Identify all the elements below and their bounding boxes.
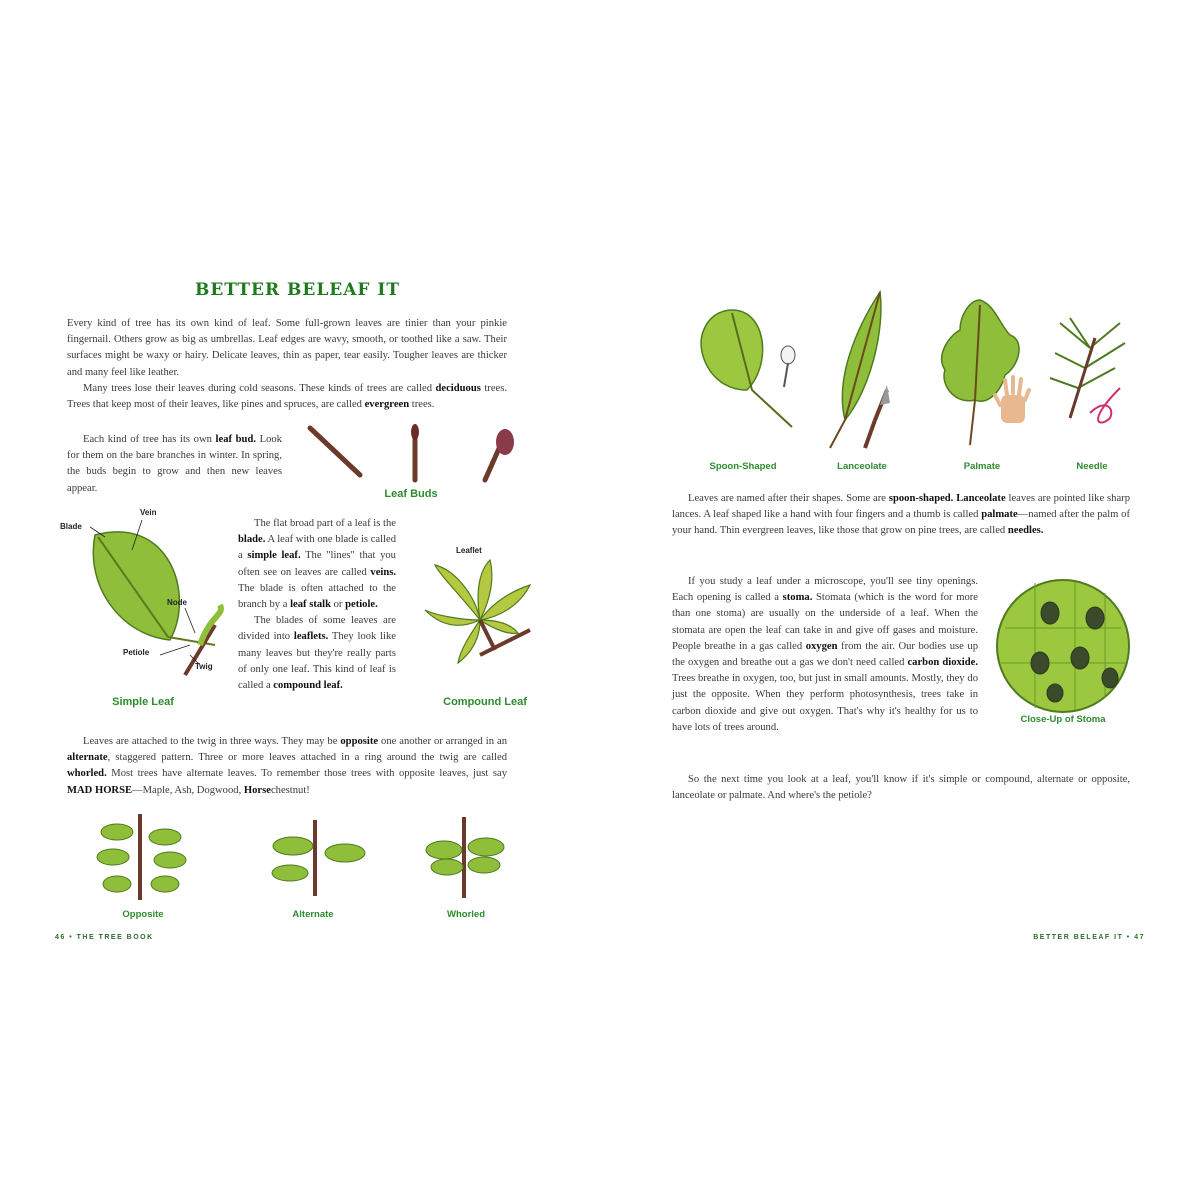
text-run: A leaf with one blade is called a [238,534,396,562]
bold-term: leaf stalk [290,599,331,611]
text-run: trees. [409,399,435,411]
caption-palmate: Palmate [963,461,1001,472]
caption-alternate: Alternate [292,909,334,920]
text-run: —named after the palm of your hand. Thin evergreen leaves, like those that grow on pine trees, are called [672,509,1130,537]
caption-opposite: Opposite [122,909,164,920]
bold-term: palmate [981,509,1018,521]
caption-needle: Needle [1076,461,1108,472]
page-title: BETTER BELEAF IT [194,280,401,300]
intro-text [67,316,507,413]
paragraph [238,516,396,613]
text-run: The "lines" that you often see on leaves are called [238,550,396,578]
paragraph [67,381,507,413]
paragraph [672,491,1130,540]
bold-term: needles. [1007,525,1044,537]
caption-spoon-shaped: Spoon-Shaped [709,461,777,472]
text-run: chestnut! [270,784,310,796]
arrangement-text [67,734,507,799]
bold-term: deciduous [435,382,481,394]
compound-leaf-caption: Compound Leaf [443,696,527,708]
node-label: Node [167,598,187,607]
text-run: or [330,599,346,611]
blade-label: Blade [60,522,82,531]
bold-term: compound leaf. [273,680,343,692]
bold-term: simple leaf. [247,550,301,562]
bold-term: stoma. [782,592,813,604]
vein-label: Vein [140,508,157,517]
text-run: The blades of some leaves are divided into [238,615,396,643]
bold-term: carbon dioxide. [907,657,978,669]
paragraph [67,734,507,799]
stoma-text [672,574,978,736]
bold-term: spoon-shaped. [888,493,954,504]
paragraph [67,432,282,497]
compound-leaf-illustration [420,555,540,690]
bold-term: evergreen [364,399,410,411]
bold-term: petiole. [345,599,378,611]
leaf-buds-caption: Leaf Buds [384,488,438,500]
spoon-shaped-leaf-illustration [692,305,802,430]
bold-term: veins. [370,566,396,578]
text-run: —Maple, Ash, Dogwood, [132,784,244,796]
text-run: The flat broad part of a leaf is the [254,518,396,529]
paragraph [672,574,978,736]
simple-leaf-illustration [60,505,230,685]
bold-term: alternate [67,752,108,764]
stoma-caption: Close-Up of Stoma [1020,714,1106,725]
text-run: Stomata (which is the word for more than one stoma) are usually on the underside of a leaf. When the stomata are open the leaf can take in and give off gases and moisture. People breathe in a gas called [672,592,978,652]
simple-leaf-caption: Simple Leaf [112,696,174,708]
right-footer: BETTER BELEAF IT • 47 [1033,934,1145,941]
bold-term: oxygen [805,640,838,652]
blade-text [238,516,396,694]
bold-term: blade. [238,534,266,546]
petiole-label: Petiole [123,648,150,657]
opposite-leaves-illustration [95,812,195,902]
text-run: The blade is often attached to the branch by a [238,582,396,611]
text-run: Trees breathe in oxygen, too, but just in small amounts. Mostly, they do just the opposite. When they perform photosynthesis, trees take in carbon dioxide and give out oxygen. That's why it's healthy for us to have lots of trees around. [672,673,978,733]
paragraph [67,316,507,381]
caption-lanceolate: Lanceolate [837,461,887,472]
alternate-leaves-illustration [255,818,375,898]
text-run: Look for them on the bare branches in winter. In spring, the buds begin to grow and then new leaves appear. [67,434,282,494]
bold-term: opposite [340,736,379,747]
text-run: Every kind of tree has its own kind of leaf. Some full-grown leaves are tinier than your pinkie fingernail. Others grow as big as umbrellas. Leaf edges are wavy, smooth, or toothed like a saw. Their surfaces might be waxy or hairy. Delicate leaves, thin as paper, tear easily. Tougher leaves are thicker and many feel like leather. [67,318,507,378]
text-run: Leaves are named after their shapes. Some are [688,493,889,504]
text-run: Many trees lose their leaves during cold seasons. These kinds of trees are called [83,382,436,394]
stoma-closeup-illustration [995,578,1131,714]
leaf-buds-text [67,432,282,497]
text-run: They look like many leaves but they're really parts of only one leaf. This kind of leaf is called a [238,631,396,692]
caption-whorled: Whorled [447,909,485,920]
text-run: from the air. Our bodies use up the oxygen and breathe out a gas we don't need called [672,640,978,669]
text-run: If you study a leaf under a microscope, you'll see tiny openings. Each opening is called a [672,576,978,604]
whorled-leaves-illustration [422,815,507,900]
shapes-text [672,491,1130,540]
left-footer: 46 • THE TREE BOOK [55,934,154,941]
leaflet-label: Leaflet [456,546,482,555]
twig-label: Twig [195,662,213,671]
text-run: leaves are pointed like sharp lances. A leaf shaped like a hand with four fingers and a thumb is called [672,493,1130,521]
paragraph [238,613,396,694]
palmate-leaf-illustration [935,295,1035,450]
text-run: Most trees have alternate leaves. To remember those trees with opposite leaves, just say [106,768,507,780]
paragraph [672,772,1130,804]
text-run: Leaves are attached to the twig in three ways. They may be [83,736,341,747]
bold-term: leaflets. [293,631,329,643]
bold-term: leaf bud. [215,434,256,445]
needle-leaf-illustration [1050,318,1130,438]
bold-term: Lanceolate [956,493,1006,504]
text-run: , staggered pattern. Three or more leaves attached in a ring around the twig are called [107,752,507,764]
bold-term: Horse [243,784,271,796]
bud-twig-1 [310,428,360,475]
lanceolate-leaf-illustration [825,290,905,450]
bold-term: whorled. [67,768,107,780]
closing-text [672,772,1130,804]
leaf-buds-illustration [300,420,530,490]
text-run: one another or arranged in an [378,736,507,747]
bold-term: MAD HORSE [67,784,133,796]
text-run: So the next time you look at a leaf, you'll know if it's simple or compound, alternate or opposite, lanceolate or palmate. And where's the petiole? [672,774,1130,802]
text-run: trees. Trees that keep most of their leaves, like pines and spruces, are called [67,382,507,411]
text-run: Each kind of tree has its own [83,434,216,445]
